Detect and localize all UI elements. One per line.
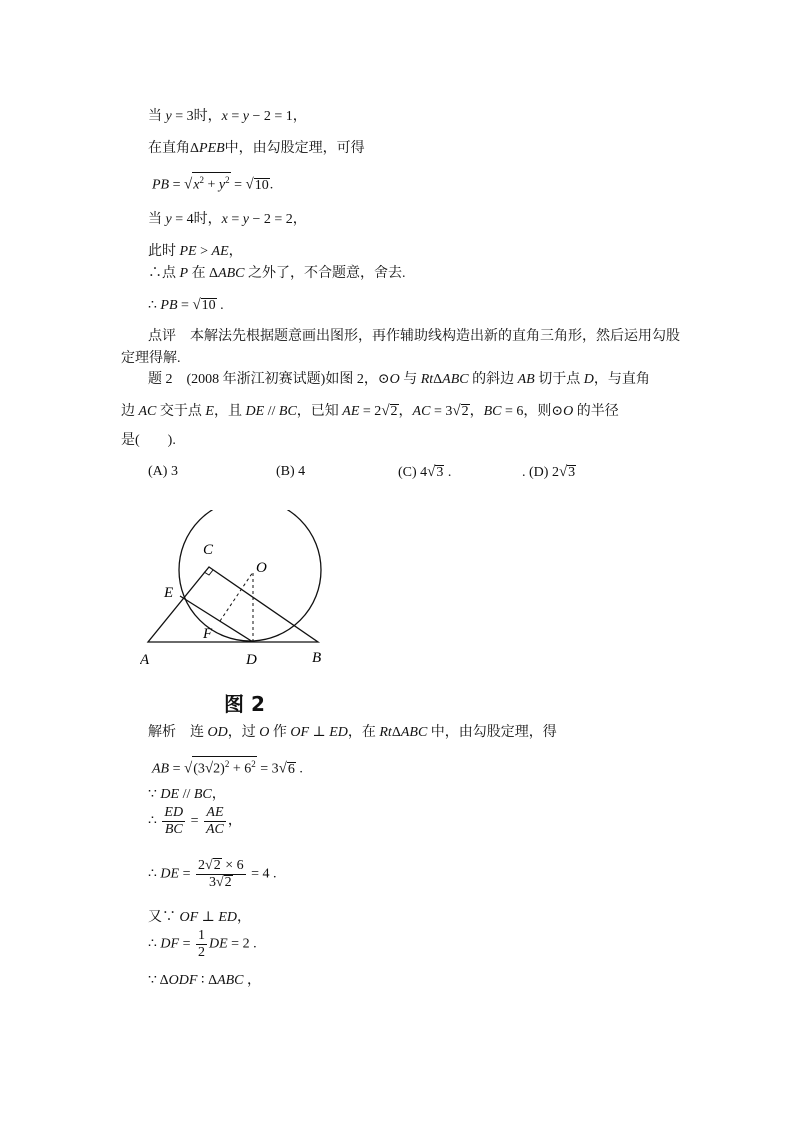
fraction bbox=[196, 858, 246, 891]
var: x bbox=[221, 212, 228, 227]
radicand: 6 bbox=[287, 761, 295, 777]
radical-sign: √ bbox=[204, 760, 214, 777]
text: 2 bbox=[213, 761, 221, 777]
fraction bbox=[196, 928, 207, 961]
solution-line-1 bbox=[148, 724, 557, 742]
option-c bbox=[398, 464, 451, 481]
radicand: 3 bbox=[568, 465, 576, 480]
var: x bbox=[193, 177, 200, 193]
text: . bbox=[269, 177, 274, 193]
text: ) bbox=[220, 761, 225, 777]
var: ABC bbox=[400, 725, 428, 740]
var: BC bbox=[193, 787, 212, 802]
text: 边 bbox=[121, 404, 139, 419]
text: ， bbox=[237, 910, 252, 925]
var: ODF bbox=[168, 973, 198, 988]
var: BC bbox=[278, 404, 297, 419]
exp: 2 bbox=[224, 759, 230, 769]
var: O bbox=[389, 372, 400, 387]
text: ∵ Δ bbox=[148, 973, 169, 988]
option-label: (C) bbox=[398, 465, 417, 480]
solution-line-7 bbox=[148, 928, 257, 961]
var: O bbox=[563, 404, 574, 419]
text: . bbox=[522, 465, 526, 480]
var: AC bbox=[412, 404, 431, 419]
option-label: (D) bbox=[525, 465, 549, 480]
text: 交于点 bbox=[156, 404, 206, 419]
numerator: ED bbox=[164, 805, 184, 820]
text: × 6 bbox=[221, 858, 244, 873]
text: = bbox=[169, 177, 185, 193]
text-line-4 bbox=[148, 211, 307, 229]
var: E bbox=[205, 404, 214, 419]
var: y bbox=[242, 212, 249, 227]
option-value: 2 bbox=[551, 465, 559, 480]
text: + bbox=[203, 177, 219, 193]
text: ∴ bbox=[148, 866, 161, 882]
text: 之外了，不合题意，舍去. bbox=[244, 266, 406, 281]
var: OD bbox=[207, 725, 228, 740]
text: 解析 连 bbox=[148, 725, 208, 740]
var: ABC bbox=[217, 973, 244, 988]
text: // bbox=[264, 404, 279, 419]
radicand: 10 bbox=[254, 177, 269, 193]
radicand: 2 bbox=[213, 858, 221, 873]
var: DE bbox=[245, 404, 265, 419]
fraction bbox=[162, 805, 185, 838]
radical-sign: √ bbox=[215, 875, 224, 890]
var: y bbox=[218, 177, 226, 193]
label-a: A bbox=[140, 652, 150, 668]
radicand: 3 bbox=[436, 465, 444, 480]
solution-line-4 bbox=[148, 805, 242, 838]
radical-sign: √ bbox=[205, 858, 213, 873]
text: ∴ bbox=[148, 936, 161, 952]
circle-o bbox=[179, 510, 321, 641]
text: = 4时， bbox=[171, 212, 222, 227]
text: . bbox=[216, 298, 224, 313]
text: 中，由勾股定理，可得 bbox=[224, 141, 365, 156]
text: ∵ bbox=[148, 787, 161, 802]
text: 在 Δ bbox=[188, 266, 219, 281]
text: 的斜边 bbox=[468, 372, 518, 387]
text-line-7 bbox=[148, 296, 224, 315]
text-line-2 bbox=[148, 140, 365, 158]
option-value: 4 bbox=[298, 464, 306, 479]
var: ED bbox=[218, 910, 238, 925]
numerator bbox=[196, 858, 246, 875]
denominator: 2 bbox=[198, 945, 205, 960]
text: // bbox=[179, 787, 194, 802]
text: 的半径 bbox=[573, 404, 619, 419]
problem-2-line-1 bbox=[148, 371, 650, 389]
var: DE bbox=[209, 936, 228, 952]
text: = bbox=[177, 298, 193, 313]
text: = bbox=[227, 109, 243, 124]
text: = 3 bbox=[430, 404, 453, 419]
segment-of bbox=[220, 572, 253, 621]
text: ∴点 bbox=[148, 266, 180, 281]
var: y bbox=[165, 212, 172, 227]
text-line-9: 定理得解. bbox=[121, 351, 181, 366]
label-c: C bbox=[203, 542, 214, 558]
text: 3 bbox=[208, 875, 216, 890]
var: P bbox=[179, 266, 189, 281]
label-f: F bbox=[203, 626, 213, 642]
text: = bbox=[169, 761, 185, 777]
text: = bbox=[179, 936, 194, 952]
text: ，且 bbox=[213, 404, 246, 419]
option-d bbox=[522, 464, 576, 481]
radical-sign: √ bbox=[427, 464, 436, 480]
var: Rt bbox=[379, 725, 392, 740]
text: 当 bbox=[148, 109, 166, 124]
text: ∶ Δ bbox=[197, 973, 218, 988]
option-b bbox=[276, 464, 305, 480]
option-value: 4 bbox=[420, 465, 428, 480]
radical-sign: √ bbox=[278, 760, 287, 777]
solution-line-3 bbox=[148, 786, 226, 804]
problem-2-line-3: 是( ). bbox=[121, 433, 176, 448]
figure-2-geometry bbox=[140, 510, 340, 670]
text: = bbox=[179, 866, 194, 882]
text: = bbox=[187, 813, 202, 829]
var: BC bbox=[483, 404, 502, 419]
text: − 2 = 2， bbox=[248, 212, 307, 227]
radical-sign: √ bbox=[558, 464, 568, 480]
var: PE bbox=[179, 244, 197, 259]
radical-sign: √ bbox=[245, 176, 254, 193]
denominator bbox=[196, 875, 246, 891]
text: (3 bbox=[193, 761, 205, 777]
var: ABC bbox=[442, 372, 469, 387]
option-value: 3 bbox=[170, 464, 178, 479]
text: ∴ bbox=[148, 813, 161, 829]
solution-line-8 bbox=[148, 972, 261, 990]
var: OF bbox=[290, 725, 310, 740]
text-line-6 bbox=[148, 265, 406, 283]
text: > bbox=[196, 244, 212, 259]
text: = 4 . bbox=[247, 866, 277, 882]
text: − 2 = 1， bbox=[248, 109, 307, 124]
radical-sign: √ bbox=[184, 176, 193, 193]
var: y bbox=[165, 109, 172, 124]
var: x bbox=[221, 109, 228, 124]
text: . bbox=[295, 761, 303, 777]
var: DE bbox=[160, 866, 180, 882]
label-b: B bbox=[312, 650, 322, 666]
text: 题 2 (2008 年浙江初赛试题)如图 2，⊙ bbox=[148, 372, 390, 387]
figure-caption: 图 2 bbox=[224, 692, 265, 716]
text: ⊥ bbox=[198, 910, 219, 925]
var: PB bbox=[160, 298, 178, 313]
text: ，过 bbox=[227, 725, 260, 740]
var: O bbox=[259, 725, 270, 740]
text: 又∵ bbox=[148, 910, 180, 925]
exp: 2 bbox=[251, 759, 256, 769]
text-line-8: 点评 本解法先根据题意画出图形，再作辅助线构造出新的直角三角形，然后运用勾股 bbox=[148, 329, 680, 344]
text: 作 bbox=[269, 725, 291, 740]
text: ∴ bbox=[148, 298, 161, 313]
radical-sign: √ bbox=[452, 403, 461, 419]
text: . bbox=[444, 465, 452, 480]
radicand bbox=[192, 172, 230, 193]
text: 中，由勾股定理，得 bbox=[427, 725, 557, 740]
radicand: 2 bbox=[224, 875, 232, 890]
formula-ab bbox=[152, 756, 303, 779]
var: PB bbox=[152, 177, 170, 193]
triangle-abc bbox=[148, 567, 318, 642]
var: AC bbox=[138, 404, 157, 419]
text: = 3 bbox=[256, 761, 279, 777]
text: ， bbox=[228, 244, 243, 259]
text: = 2 . bbox=[227, 936, 257, 952]
exp: 2 bbox=[225, 175, 230, 185]
label-e: E bbox=[164, 585, 174, 601]
segment-ed bbox=[180, 596, 253, 642]
text: ⊥ bbox=[309, 725, 330, 740]
exp: 2 bbox=[199, 175, 204, 185]
option-label: (B) bbox=[276, 464, 295, 479]
var: ED bbox=[329, 725, 348, 740]
text: 切于点 bbox=[534, 372, 584, 387]
var: AB bbox=[152, 761, 170, 777]
denominator: BC bbox=[164, 822, 183, 837]
text: = 3时， bbox=[171, 109, 222, 124]
solution-line-6 bbox=[148, 909, 251, 927]
problem-2-line-2 bbox=[121, 402, 619, 421]
radical-sign: √ bbox=[192, 297, 201, 313]
text: Δ bbox=[433, 372, 443, 387]
radicand: 2 bbox=[390, 404, 398, 419]
var: OF bbox=[179, 910, 199, 925]
formula-pb bbox=[152, 172, 273, 195]
fraction bbox=[204, 805, 226, 838]
var: y bbox=[242, 109, 249, 124]
text-line-1 bbox=[148, 108, 307, 126]
radicand: 2 bbox=[461, 404, 469, 419]
text: ， bbox=[243, 973, 262, 988]
text: 与 bbox=[399, 372, 421, 387]
text: = bbox=[230, 177, 246, 193]
text: 在直角Δ bbox=[148, 141, 200, 156]
text: = bbox=[227, 212, 243, 227]
solution-line-5 bbox=[148, 858, 277, 891]
denominator: AC bbox=[206, 822, 224, 837]
text: = 6，则⊙ bbox=[501, 404, 564, 419]
label-d: D bbox=[246, 652, 257, 668]
text-line-5 bbox=[148, 243, 243, 261]
radicand: 10 bbox=[201, 298, 216, 313]
text: = 2 bbox=[359, 404, 382, 419]
radical-sign: √ bbox=[381, 403, 390, 419]
text: 当 bbox=[148, 212, 166, 227]
var: DF bbox=[160, 936, 180, 952]
text: ， bbox=[469, 404, 484, 419]
var: DE bbox=[160, 787, 180, 802]
var: Rt bbox=[420, 372, 434, 387]
text: 2 bbox=[198, 858, 205, 873]
var: D bbox=[583, 372, 594, 387]
text: Δ bbox=[391, 725, 401, 740]
text: + 6 bbox=[229, 761, 252, 777]
radicand bbox=[192, 756, 256, 777]
text: ，已知 bbox=[296, 404, 343, 419]
text: ， bbox=[227, 813, 242, 829]
text: ， bbox=[398, 404, 413, 419]
var: PEB bbox=[199, 141, 225, 156]
var: AE bbox=[211, 244, 229, 259]
var: AB bbox=[517, 372, 535, 387]
var: AE bbox=[342, 404, 360, 419]
option-label: (A) bbox=[148, 464, 168, 479]
option-a bbox=[148, 464, 178, 480]
var: ABC bbox=[218, 266, 245, 281]
label-o: O bbox=[256, 560, 267, 576]
text: ，与直角 bbox=[593, 372, 650, 387]
text: 此时 bbox=[148, 244, 180, 259]
numerator: AE bbox=[204, 805, 226, 822]
numerator: 1 bbox=[198, 928, 205, 943]
text: ， bbox=[211, 787, 226, 802]
text: ，在 bbox=[347, 725, 380, 740]
radical-sign: √ bbox=[184, 760, 193, 777]
